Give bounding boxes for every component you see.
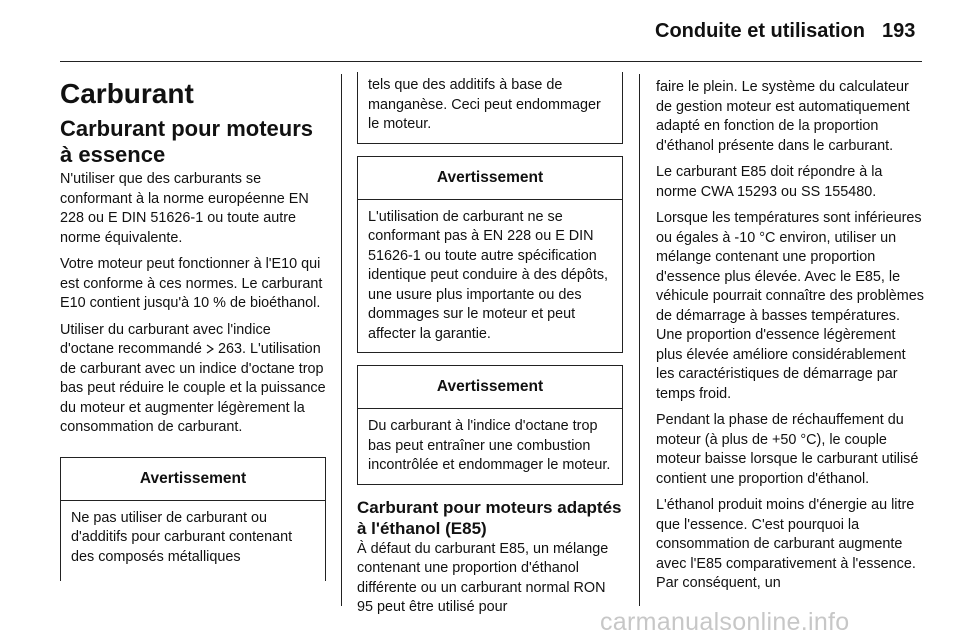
watermark: carmanualsonline.info (600, 608, 850, 636)
warning-title: Avertissement (358, 157, 622, 200)
body-paragraph: Votre moteur peut fonctionner à l'E10 qui est conforme à ces normes. Le carburant E10 contient jusqu'à 10 % de bioéthanol. (60, 256, 323, 311)
column-divider-2 (639, 74, 640, 606)
header-rule (60, 61, 922, 62)
warning-box (357, 365, 623, 485)
warning-title: Avertissement (61, 458, 325, 501)
body-paragraph: L'éthanol produit moins d'énergie au litre que l'essence. C'est pourquoi la consommation de carburant augmente avec l'E85 comparativement à l'essence. Par conséquent, un (656, 497, 916, 591)
warning-text: tels que des additifs à base de manganèse. Ceci peut endommager le moteur. (368, 77, 601, 132)
subsection-title-petrol: Carburant pour moteurs à essence (60, 116, 314, 167)
column-2 (357, 72, 623, 625)
page-reference-arrow-icon (206, 344, 214, 354)
column-divider-1 (341, 74, 342, 606)
body-paragraph: Lorsque les températures sont inférieures ou égales à -10 °C environ, utiliser un mélange contenant une proportion d'essence plus élevée. Avec le E85, le véhicule pourrait connaître des problèmes de démarrage à basses températures. Une proportion d'essence légèrement plus élevée améliore considérablement les caractéristiques de démarrage par temps froid. (656, 210, 924, 402)
warning-text: Ne pas utiliser de carburant ou d'additifs pour carburant contenant des composés métalliques (71, 509, 293, 565)
warning-box (60, 457, 326, 582)
section-title: Carburant (60, 78, 194, 109)
subsection-title-e85: Carburant pour moteurs adaptés à l'éthanol (E85) (357, 497, 622, 538)
body-paragraph (60, 321, 326, 438)
body-paragraph: Pendant la phase de réchauffement du moteur (à plus de +50 °C), le couple moteur baisse lorsque le carburant utilisé contient une proportion d'éthanol. (656, 412, 919, 487)
warning-text: Du carburant à l'indice d'octane trop bas peut entraîner une combustion incontrôlée et endommager le moteur. (368, 418, 611, 473)
column-1 (60, 72, 326, 581)
warning-box-continued (357, 72, 623, 144)
body-paragraph: À défaut du carburant E85, un mélange contenant une proportion d'éthanol différente ou un carburant normal RON 95 peut être utilisé pour (357, 540, 609, 615)
body-paragraph: Le carburant E85 doit répondre à la norme CWA 15293 ou SS 155480. (656, 164, 883, 200)
paragraph-text: Utiliser du carburant avec l'indice d'octane recommandé (60, 321, 271, 357)
running-header-title: Conduite et utilisation (655, 20, 865, 42)
warning-text: L'utilisation de carburant ne se conformant pas à EN 228 ou E DIN 51626-1 ou toute autre spécification identique peut conduire à des dépôts, une usure plus importante ou des dommages sur le moteur et peut affecter la garantie. (368, 208, 609, 342)
paragraph-text: . L'utilisation de carburant avec un indice d'octane trop bas peut réduire le couple et la puissance du moteur et augmenter légèrement la consommation de carburant. (60, 341, 326, 435)
body-paragraph: N'utiliser que des carburants se conformant à la norme européenne EN 228 ou E DIN 51626-1 ou toute autre norme équivalente. (60, 171, 309, 246)
page-reference-link[interactable]: 263 (217, 341, 242, 357)
body-paragraph: faire le plein. Le système du calculateur de gestion moteur est automatiquement adapté en fonction de la proportion d'éthanol présente dans le carburant. (656, 79, 910, 154)
page-number: 193 (882, 20, 916, 42)
warning-box (357, 156, 623, 354)
warning-title: Avertissement (358, 366, 622, 409)
column-3 (656, 78, 924, 601)
